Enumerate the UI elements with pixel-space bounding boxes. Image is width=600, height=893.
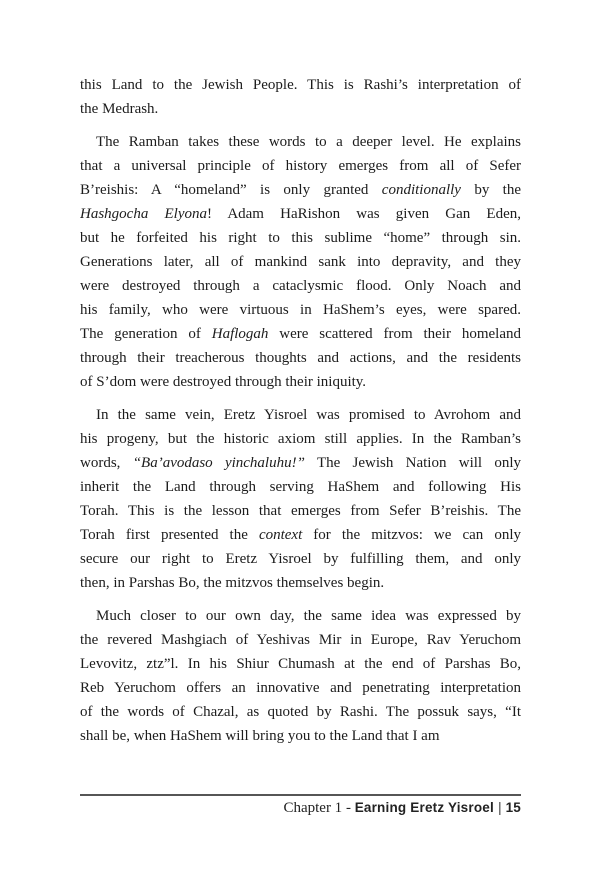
text-segment: his family, who were virtuous in HaShem’s eyes, were spared. — [80, 302, 521, 318]
italic-text-segment: conditionally — [381, 182, 461, 198]
text-line — [80, 370, 521, 394]
paragraph — [80, 604, 521, 748]
text-segment: Much closer to our own day, the same idea was expressed by — [96, 608, 521, 624]
text-segment: Reb Yeruchom offers an innovative and penetrating interpretation — [80, 680, 521, 696]
text-segment: his progeny, but the historic axiom still applies. In the Ramban’s — [80, 431, 521, 447]
text-line — [80, 298, 521, 322]
text-line — [80, 604, 521, 628]
text-segment: that a universal principle of history emerges from all of Sefer — [80, 158, 521, 174]
chapter-label: Chapter 1 — [283, 800, 343, 816]
text-line — [80, 451, 521, 475]
text-segment: B’reishis: A “homeland” is only granted — [80, 182, 382, 198]
page-number: 15 — [505, 800, 521, 815]
text-line — [80, 154, 521, 178]
text-segment: of the words of Chazal, as quoted by Rashi. The possuk says, “It — [80, 704, 521, 720]
text-segment: through their treacherous thoughts and actions, and the residents — [80, 350, 521, 366]
text-line — [80, 499, 521, 523]
text-segment: Levovitz, ztz”l. In his Shiur Chumash at the end of Parshas Bo, — [80, 656, 521, 672]
text-segment: were destroyed through a cataclysmic flood. Only Noach and — [80, 278, 521, 294]
text-line — [80, 652, 521, 676]
text-line — [80, 226, 521, 250]
text-line — [80, 628, 521, 652]
text-segment: of S’dom were destroyed through their iniquity. — [80, 374, 367, 390]
text-segment: then, in Parshas Bo, the mitzvos themselves begin. — [80, 575, 385, 591]
text-line — [80, 724, 521, 748]
text-line — [80, 97, 521, 121]
paragraph — [80, 403, 521, 595]
body-text — [80, 73, 521, 748]
text-segment: but he forfeited his right to this sublime “home” through sin. — [80, 230, 521, 246]
text-line — [80, 547, 521, 571]
text-segment: In the same vein, Eretz Yisroel was promised to Avrohom and — [96, 407, 521, 423]
footer-rule — [80, 794, 521, 796]
italic-text-segment: context — [258, 527, 303, 543]
text-segment: the revered Mashgiach of Yeshivas Mir in Europe, Rav Yeruchom — [80, 632, 521, 648]
text-line — [80, 250, 521, 274]
text-segment: by the — [460, 182, 521, 198]
text-segment: shall be, when HaShem will bring you to the Land that I am — [80, 728, 440, 744]
text-line — [80, 571, 521, 595]
footer-divider: | — [497, 799, 502, 815]
text-line — [80, 202, 521, 226]
italic-text-segment: Haflogah — [211, 326, 269, 342]
paragraph — [80, 130, 521, 394]
text-segment: The generation of — [80, 326, 212, 342]
text-line — [80, 676, 521, 700]
text-line — [80, 403, 521, 427]
text-line — [80, 130, 521, 154]
chapter-title: Earning Eretz Yisroel — [354, 800, 494, 815]
text-segment: The Jewish Nation will only — [304, 455, 521, 471]
footer-dash: - — [345, 800, 351, 816]
text-line — [80, 523, 521, 547]
text-segment: Torah first presented the — [80, 527, 259, 543]
text-line — [80, 700, 521, 724]
text-segment: were scattered from their homeland — [268, 326, 521, 342]
text-segment: for the mitzvos: we can only — [302, 527, 521, 543]
text-line — [80, 427, 521, 451]
text-line — [80, 274, 521, 298]
text-segment: secure our right to Eretz Yisroel by fulfilling them, and only — [80, 551, 521, 567]
text-segment: The Ramban takes these words to a deeper level. He explains — [96, 134, 521, 150]
italic-text-segment: “Ba’avodaso yinchaluhu!” — [132, 455, 305, 471]
italic-text-segment: Hashgocha Elyona — [80, 206, 207, 222]
text-line — [80, 346, 521, 370]
text-segment: the Medrash. — [80, 101, 159, 117]
text-line — [80, 322, 521, 346]
text-line — [80, 475, 521, 499]
text-segment: Torah. This is the lesson that emerges from Sefer B’reishis. The — [80, 503, 521, 519]
text-segment: inherit the Land through serving HaShem and following His — [80, 479, 521, 495]
text-segment: this Land to the Jewish People. This is Rashi’s interpretation of — [80, 77, 521, 93]
text-segment: ! Adam HaRishon was given Gan Eden, — [206, 206, 521, 222]
text-line — [80, 178, 521, 202]
page-footer — [80, 799, 521, 817]
text-segment: Generations later, all of mankind sank into depravity, and they — [80, 254, 521, 270]
paragraph — [80, 73, 521, 121]
text-line — [80, 73, 521, 97]
text-segment: words, — [80, 455, 133, 471]
